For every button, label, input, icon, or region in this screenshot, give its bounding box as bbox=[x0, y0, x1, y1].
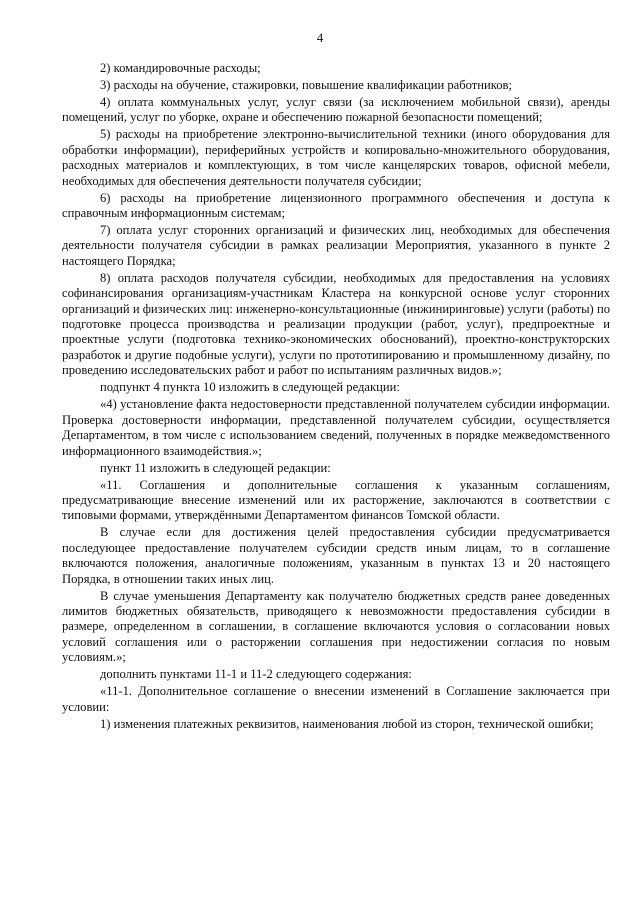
paragraph: 7) оплата услуг сторонних организаций и физических лиц, необходимых для обеспечения деятельности получателя субсидии в рамках реализации Мероприятия, указанного в пункте 2 настоящего Порядка; bbox=[62, 223, 610, 268]
paragraph: В случае если для достижения целей предоставления субсидии предусматривается последующее предоставление получателем субсидии средств иным лицам, то в соглашение включаются положения, аналогичные положениям, указанным в пунктах 13 и 20 настоящего Порядка, в отношении таких иных лиц. bbox=[62, 525, 610, 586]
paragraph: подпункт 4 пункта 10 изложить в следующей редакции: bbox=[100, 380, 400, 395]
paragraph: 8) оплата расходов получателя субсидии, необходимых для предоставления на условиях софинансирования организациям-участникам Кластера на конкурсной основе услуг сторонних организаций и физических лиц: инженерно-консультационные (инжиниринговые) услуги (работы) по подготовке процесса производства и реализации продукции (работ, услуг), предпроектные и проектные услуги (подготовка технико-экономических обоснований), проектно-конструкторских разработок и другие подобные услуги), услуги по прототипированию и промышленному дизайну, по проведению исследовательских работ и работ по испытаниям различных видов.»; bbox=[62, 270, 610, 378]
paragraph: 4) оплата коммунальных услуг, услуг связи (за исключением мобильной связи), аренды помещений, услуг по уборке, охране и обеспечению пожарной безопасности помещений; bbox=[62, 95, 610, 125]
paragraph: 5) расходы на приобретение электронно-вычислительной техники (иного оборудования для обработки информации), периферийных устройств и копировально-множительного оборудования, расходных материалов и комплектующих, в том числе канцелярских товаров, офисной мебели, необходимых для обеспечения деятельности получателя субсидии; bbox=[62, 127, 610, 188]
page-number: 4 bbox=[316, 30, 324, 45]
paragraph: В случае уменьшения Департаменту как получателю бюджетных средств ранее доведенных лимитов бюджетных обязательств, приводящего к невозможности предоставления субсидии в размере, определенном в соглашении, в соглашение включаются условия о согласовании новых условий соглашения или о расторжении соглашения при недостижении согласия по новым условиям.»; bbox=[62, 588, 610, 665]
paragraph: 6) расходы на приобретение лицензионного программного обеспечения и доступа к справочным информационным системам; bbox=[62, 190, 610, 221]
paragraph: «11. Соглашения и дополнительные соглашения к указанным соглашениям, предусматривающие внесение изменений или их расторжение, заключаются в соответствии с типовыми формами, утверждёнными Департаментом финансов Томской области. bbox=[62, 477, 610, 523]
paragraph: 1) изменения платежных реквизитов, наименования любой из сторон, технической ошибки; bbox=[100, 716, 594, 731]
paragraph: пункт 11 изложить в следующей редакции: bbox=[100, 460, 331, 475]
paragraph: «11-1. Дополнительное соглашение о внесении изменений в Соглашение заключается при условии: bbox=[62, 684, 610, 714]
paragraph: дополнить пунктами 11-1 и 11-2 следующего содержания: bbox=[100, 667, 412, 682]
paragraph: 3) расходы на обучение, стажировки, повышение квалификации работников; bbox=[100, 78, 512, 92]
paragraph: «4) установление факта недостоверности представленной получателем субсидии информации. Проверка достоверности информации, представленной получателем субсидии, осуществляется Департаментом, в том числе с использованием сведений, полученных в порядке межведомственного информационного взаимодействия.»; bbox=[62, 397, 610, 458]
paragraph: 2) командировочные расходы; bbox=[100, 61, 261, 75]
document-body bbox=[62, 61, 610, 734]
